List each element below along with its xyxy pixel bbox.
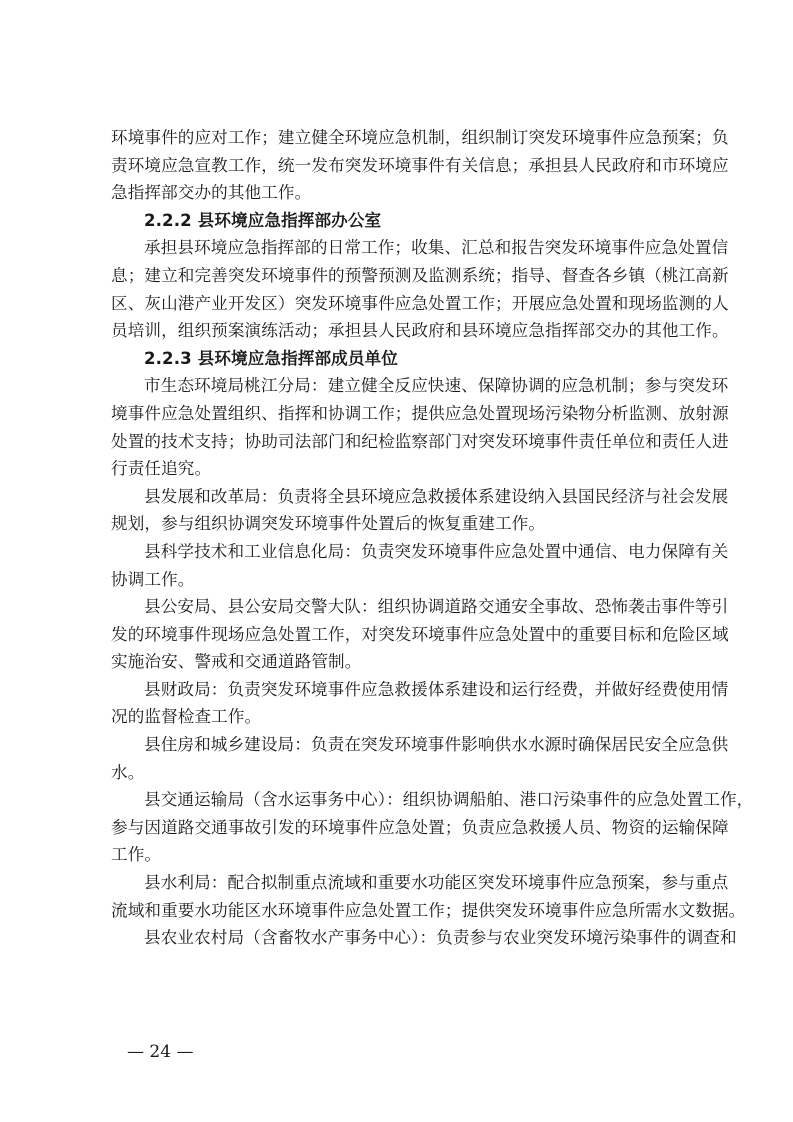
text-line: 协调工作。 [111,569,195,589]
text-line: 息；建立和完善突发环境事件的预警预测及监测系统；指导、督查各乡镇（桃江高新 [111,265,729,285]
text-line: 县发展和改革局：负责将全县环境应急救援体系建设纳入县国民经济与社会发展 [144,486,729,506]
text-line: 况的监督检查工作。 [111,707,262,727]
text-line: 县财政局：负责突发环境事件应急救援体系建设和运行经费，并做好经费使用情 [144,679,729,699]
text-line: 急指挥部交办的其他工作。 [111,183,312,203]
text-line: 县科学技术和工业信息化局：负责突发环境事件应急处置中通信、电力保障有关 [144,541,729,561]
text-line: 实施治安、警戒和交通道路管制。 [111,652,362,672]
text-line: 承担县环境应急指挥部的日常工作；收集、汇总和报告突发环境事件应急处置信 [144,238,729,258]
text-line: 处置的技术支持；协助司法部门和纪检监察部门对突发环境事件责任单位和责任人进 [111,431,729,451]
section-heading: 2.2.3 县环境应急指挥部成员单位 [144,348,398,368]
page-number: — 24 — [127,1042,194,1062]
document-body [111,124,754,952]
text-line: 流域和重要水功能区水环境事件应急处置工作；提供突发环境事件应急所需水文数据。 [111,900,746,920]
text-line: 责环境应急宣教工作，统一发布突发环境事件有关信息；承担县人民政府和市环境应 [111,155,729,175]
text-line: 县住房和城乡建设局：负责在突发环境事件影响供水水源时确保居民安全应急供 [144,735,729,755]
text-line: 境事件应急处置组织、指挥和协调工作；提供应急处置现场污染物分析监测、放射源 [111,403,729,423]
text-line: 规划，参与组织协调突发环境事件处置后的恢复重建工作。 [111,514,546,534]
text-line: 环境事件的应对工作；建立健全环境应急机制，组织制订突发环境事件应急预案；负 [111,128,729,147]
text-line: 市生态环境局桃江分局：建立健全反应快速、保障协调的应急机制；参与突发环 [144,376,729,396]
text-line: 县公安局、县公安局交警大队：组织协调道路交通安全事故、恐怖袭击事件等引 [144,597,729,617]
text-line: 发的环境事件现场应急处置工作，对突发环境事件应急处置中的重要目标和危险区域 [111,624,729,644]
section-heading: 2.2.2 县环境应急指挥部办公室 [144,210,382,230]
text-line: 工作。 [111,845,162,865]
text-line: 区、灰山港产业开发区）突发环境事件应急处置工作；开展应急处置和现场监测的人 [111,293,729,313]
text-line: 县水利局：配合拟制重点流域和重要水功能区突发环境事件应急预案，参与重点 [144,873,729,893]
text-line: 县交通运输局（含水运事务中心）：组织协调船舶、港口污染事件的应急处置工作， [144,790,754,810]
text-line: 参与因道路交通事故引发的环境事件应急处置；负责应急救援人员、物资的运输保障 [111,817,729,837]
text-line: 行责任追究。 [111,459,212,479]
text-line: 县农业农村局（含畜牧水产事务中心）：负责参与农业突发环境污染事件的调查和 [144,928,737,948]
text-line: 员培训，组织预案演练活动；承担县人民政府和县环境应急指挥部交办的其他工作。 [111,321,729,341]
text-line: 水。 [111,762,145,782]
